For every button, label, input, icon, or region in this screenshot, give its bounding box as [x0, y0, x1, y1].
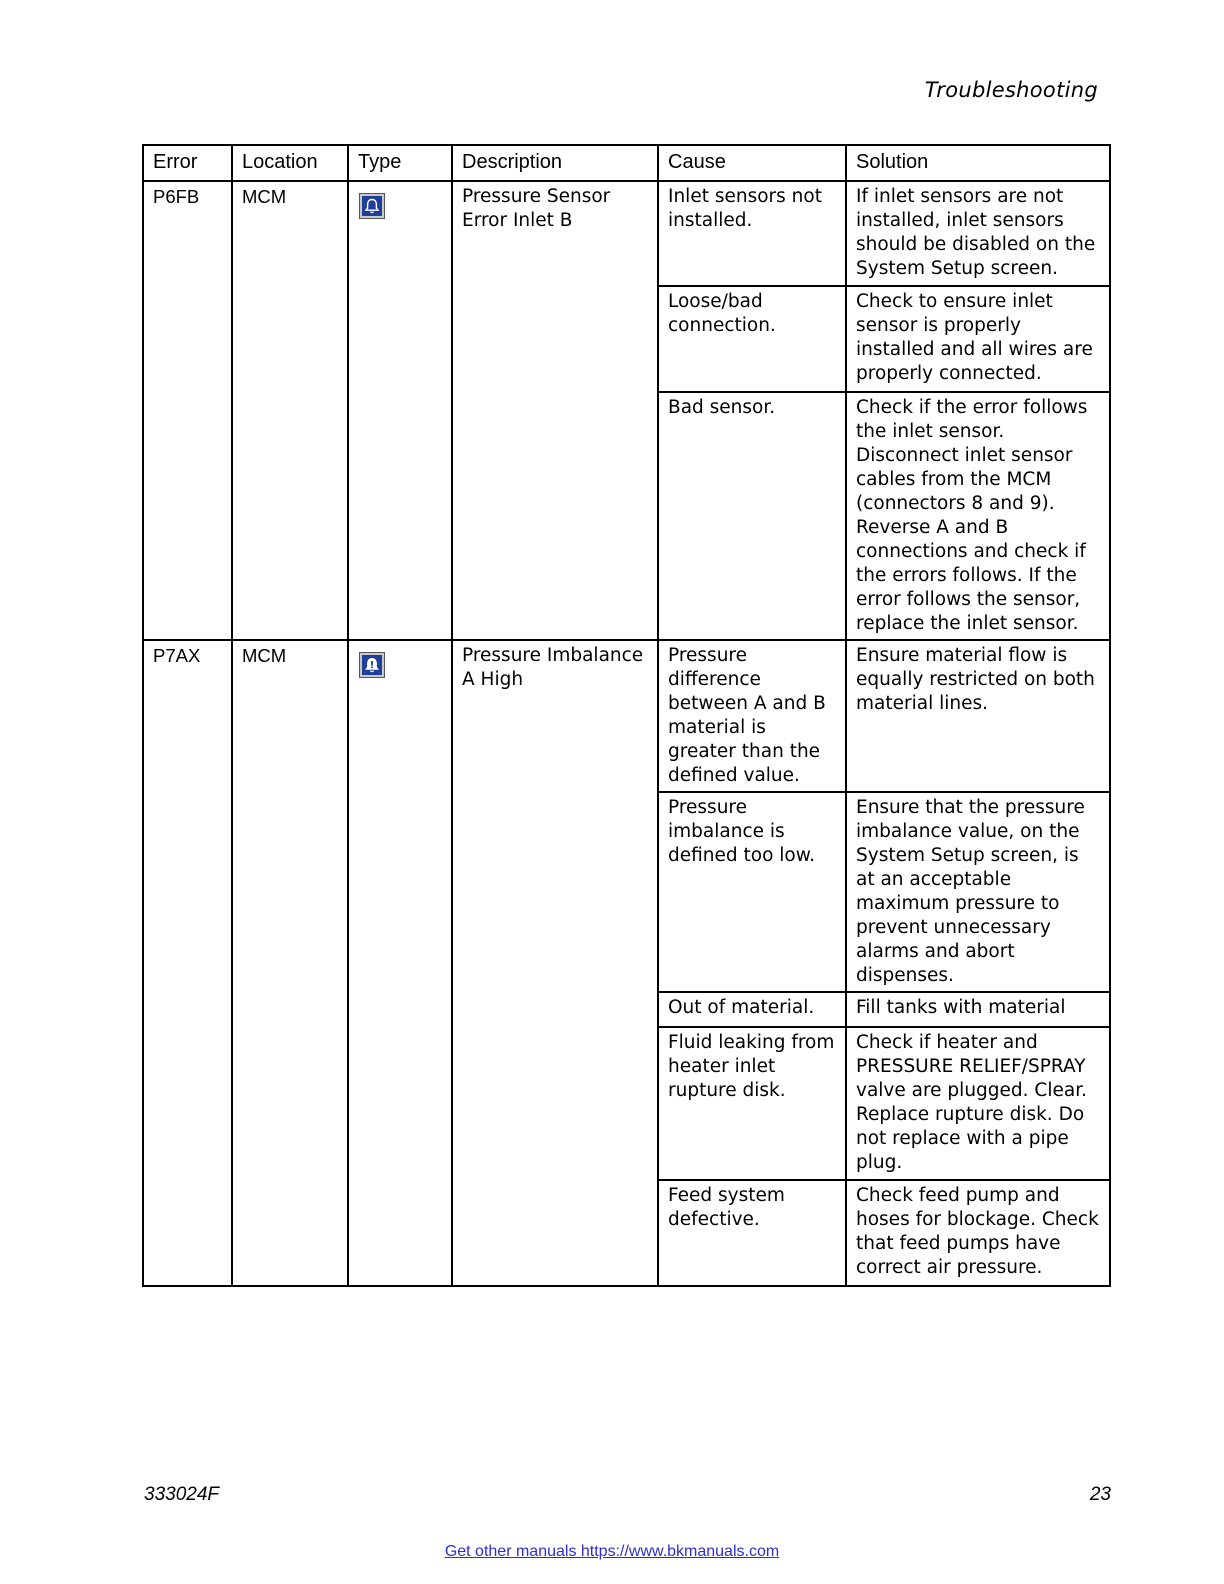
- table-row: [143, 640, 1110, 792]
- cause-cell: Loose/bad connection.: [658, 286, 846, 392]
- page-number: 23: [1089, 1484, 1111, 1505]
- solution-cell: Fill tanks with material: [846, 992, 1110, 1027]
- column-header-description: Description: [452, 145, 658, 181]
- error-location: MCM: [232, 640, 348, 1286]
- error-type: [348, 640, 452, 1286]
- error-code: P7AX: [143, 640, 232, 1286]
- solution-cell: Check if the error follows the inlet sensor. Disconnect inlet sensor cables from the MCM (connectors 8 and 9). Reverse A and B connections and check if the errors follows. If the error follows the sensor, replace the inlet sensor.: [846, 392, 1110, 640]
- error-description: Pressure Imbalance A High: [452, 640, 658, 1286]
- manuals-link[interactable]: Get other manuals https://www.bkmanuals.com: [444, 1543, 780, 1560]
- cause-cell: Pressure imbalance is defined too low.: [658, 792, 846, 992]
- column-header-cause: Cause: [658, 145, 846, 181]
- cause-cell: Fluid leaking from heater inlet rupture disk.: [658, 1027, 846, 1180]
- error-code: P6FB: [143, 181, 232, 640]
- error-description: Pressure Sensor Error Inlet B: [452, 181, 658, 640]
- document-number: 333024F: [144, 1484, 220, 1505]
- alarm-bell-icon: [359, 193, 385, 219]
- column-header-solution: Solution: [846, 145, 1110, 181]
- solution-cell: If inlet sensors are not installed, inlet sensors should be disabled on the System Setup screen.: [846, 181, 1110, 286]
- column-header-error: Error: [143, 145, 232, 181]
- error-type: [348, 181, 452, 640]
- alarm-bell-exclamation-icon: [359, 652, 385, 678]
- cause-cell: Feed system defective.: [658, 1180, 846, 1286]
- page-header-title: Troubleshooting: [924, 78, 1098, 102]
- cause-cell: Pressure difference between A and B material is greater than the defined value.: [658, 640, 846, 792]
- table-row: [143, 181, 1110, 286]
- column-header-type: Type: [348, 145, 452, 181]
- column-header-location: Location: [232, 145, 348, 181]
- error-location: MCM: [232, 181, 348, 640]
- solution-cell: Check to ensure inlet sensor is properly installed and all wires are properly connected.: [846, 286, 1110, 392]
- cause-cell: Out of material.: [658, 992, 846, 1027]
- table-header-row: [143, 145, 1110, 181]
- solution-cell: Check if heater and PRESSURE RELIEF/SPRAY valve are plugged. Clear. Replace rupture disk. Do not replace with a pipe plug.: [846, 1027, 1110, 1180]
- solution-cell: Ensure that the pressure imbalance value, on the System Setup screen, is at an acceptable maximum pressure to prevent unnecessary alarms and abort dispenses.: [846, 792, 1110, 992]
- cause-cell: Inlet sensors not installed.: [658, 181, 846, 286]
- cause-cell: Bad sensor.: [658, 392, 846, 640]
- solution-cell: Check feed pump and hoses for blockage. Check that feed pumps have correct air pressure.: [846, 1180, 1110, 1286]
- troubleshooting-table: [142, 144, 1111, 1287]
- solution-cell: Ensure material flow is equally restricted on both material lines.: [846, 640, 1110, 792]
